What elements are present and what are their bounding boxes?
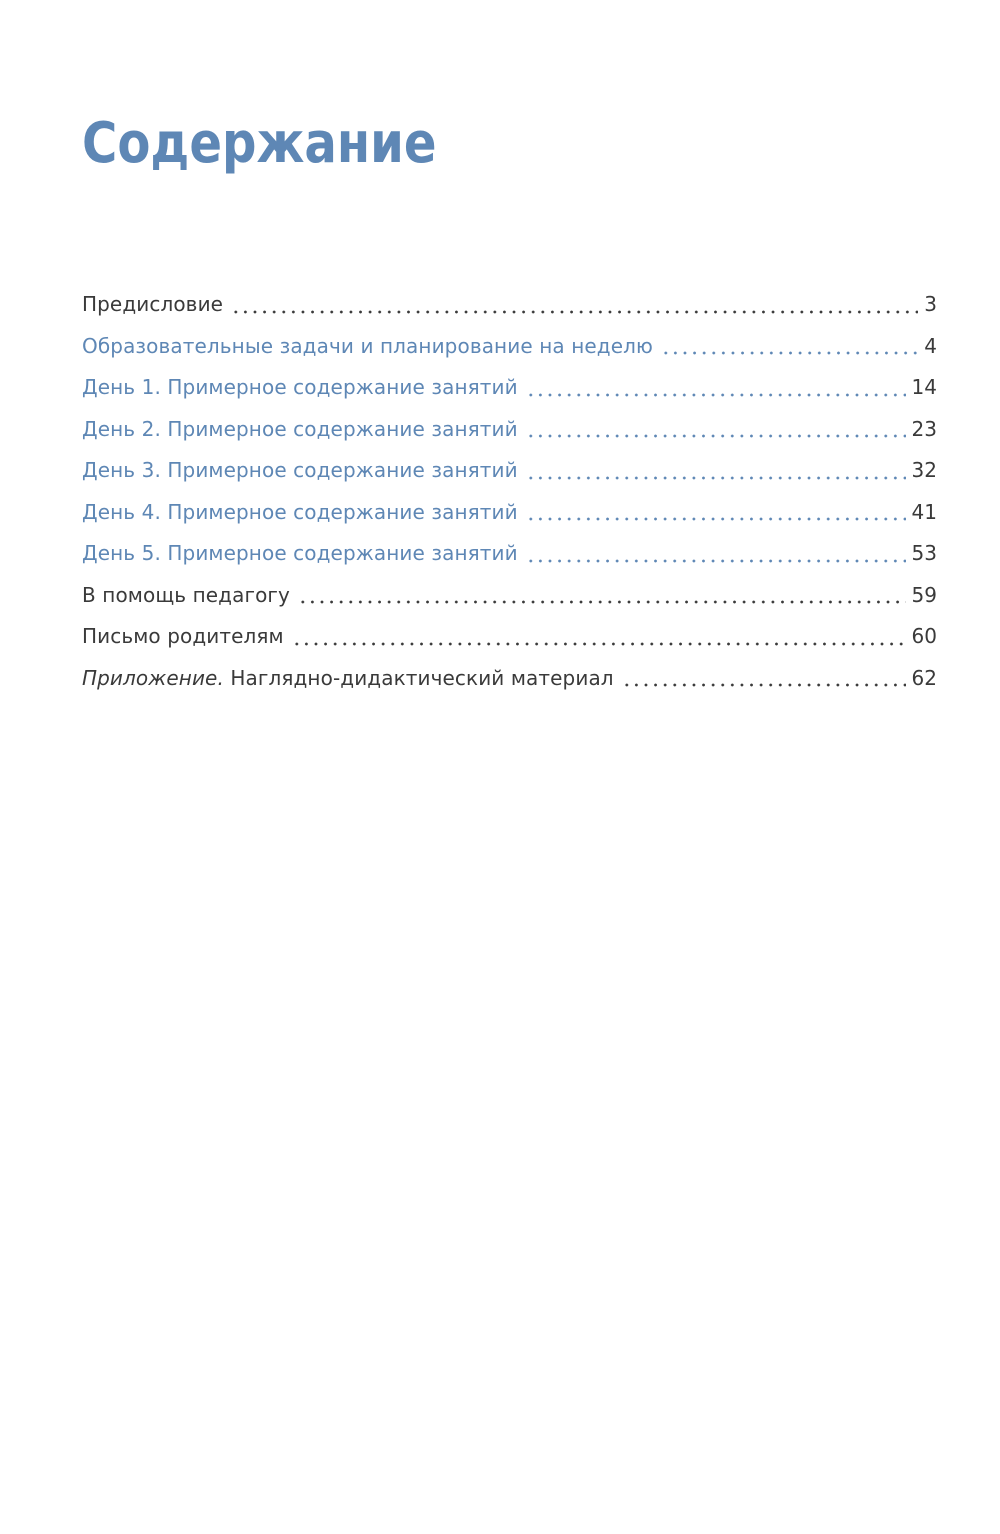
toc-entry-label [82, 450, 518, 492]
toc-entry[interactable] [82, 533, 937, 575]
dot-leader [526, 432, 906, 440]
toc-entry-title: День 3. Примерное содержание занятий [82, 458, 518, 482]
toc-entry-title: Письмо родителям [82, 624, 284, 648]
toc-entry[interactable] [82, 284, 937, 326]
toc-page-number: 32 [911, 458, 937, 482]
toc-entry-prefix: Приложение. [82, 665, 224, 690]
dot-leader [526, 515, 906, 523]
toc-entry-title: В помощь педагогу [82, 582, 290, 607]
dot-leader [231, 308, 918, 316]
toc-entry-title: Образовательные задачи и планирование на неделю [82, 333, 653, 358]
toc-entry-title: Наглядно-дидактический материал [230, 665, 614, 690]
dot-leader [526, 557, 906, 565]
toc-entry[interactable] [82, 575, 937, 617]
toc-entry-title: День 2. Примерное содержание занятий [82, 416, 518, 441]
toc-entry-title: День 1. Примерное содержание занятий [82, 375, 518, 399]
toc-entry[interactable] [82, 658, 937, 700]
toc-entry-label [82, 284, 223, 326]
table-of-contents [82, 284, 937, 699]
toc-entry-title: Предисловие [82, 292, 224, 316]
dot-leader [661, 349, 918, 357]
dot-leader [526, 391, 906, 399]
toc-entry[interactable] [82, 492, 937, 534]
toc-page-number: 4 [924, 333, 937, 358]
toc-entry-label [82, 367, 518, 409]
dot-leader [526, 474, 906, 482]
toc-entry-title: День 5. Примерное содержание занятий [82, 541, 518, 565]
toc-entry-label [82, 575, 290, 617]
toc-entry[interactable] [82, 326, 937, 368]
toc-entry[interactable] [82, 450, 937, 492]
toc-entry-label [82, 616, 284, 658]
dot-leader [298, 598, 906, 606]
toc-entry-label [82, 492, 518, 534]
toc-entry-label [82, 533, 518, 575]
toc-page-number: 23 [911, 416, 937, 441]
toc-entry[interactable] [82, 616, 937, 658]
toc-page-number: 14 [911, 375, 937, 399]
toc-page-number: 60 [911, 624, 937, 648]
toc-page-number: 62 [911, 665, 937, 690]
dot-leader [292, 640, 906, 648]
toc-entry-label [82, 409, 518, 451]
toc-entry-label [82, 658, 614, 700]
toc-page-number: 3 [924, 292, 937, 316]
toc-page-number: 59 [911, 582, 937, 607]
toc-page-number: 53 [911, 541, 937, 565]
toc-entry[interactable] [82, 409, 937, 451]
page-title: Содержание [82, 111, 437, 176]
toc-entry-label [82, 326, 653, 368]
dot-leader [622, 681, 906, 689]
toc-entry-title: День 4. Примерное содержание занятий [82, 499, 518, 524]
toc-page-number: 41 [911, 499, 937, 524]
toc-entry[interactable] [82, 367, 937, 409]
